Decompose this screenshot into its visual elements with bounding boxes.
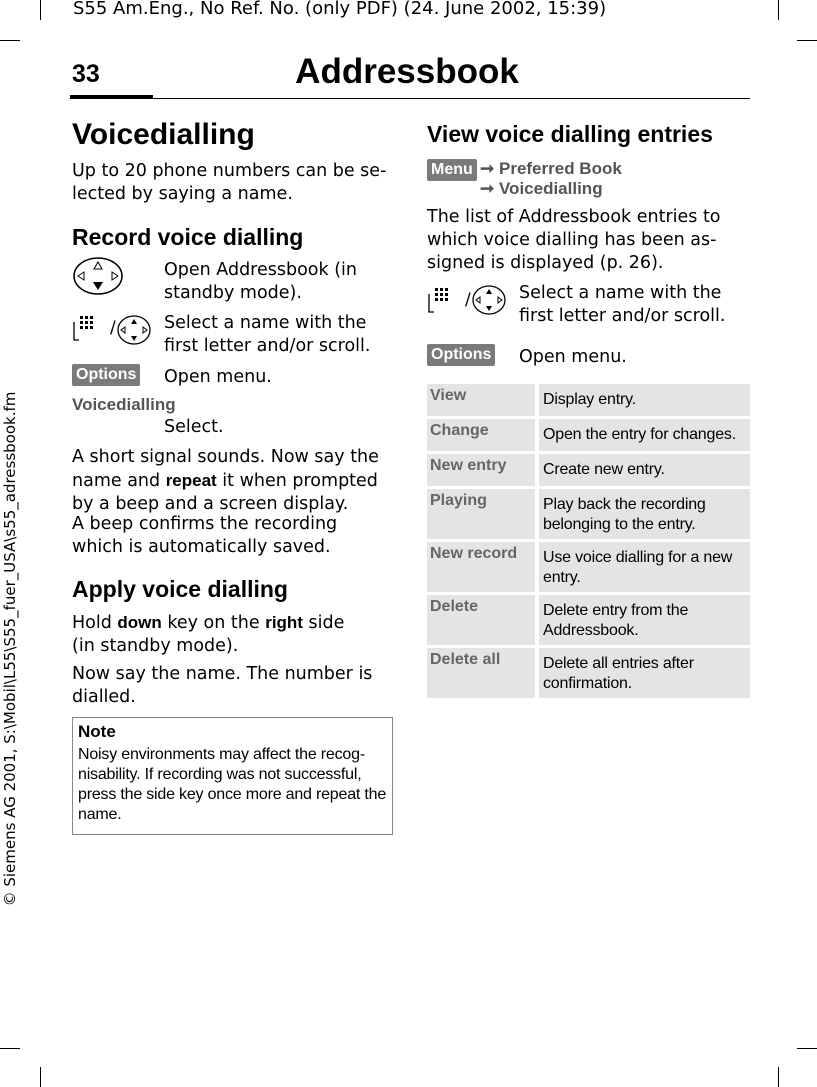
table-row: [427, 542, 750, 592]
menu-path-2: ➞ Voicedialling: [480, 179, 603, 198]
arrow-icon: ➞: [480, 179, 495, 198]
table-value: Display entry.: [539, 384, 750, 416]
table-key: Playing: [427, 489, 535, 539]
page-number: 33: [72, 60, 100, 88]
options-softkey: Options: [72, 364, 140, 386]
table-value: Delete entry from the Addressbook.: [539, 595, 750, 645]
arrow-icon: ➞: [480, 159, 495, 178]
table-value: Delete all entries after confirmation.: [539, 648, 750, 698]
crop-mark: [0, 1048, 20, 1049]
menu-path-1: ➞ Preferred Book: [480, 159, 622, 178]
side-copyright: © Siemens AG 2001, S:\Mobil\L55\S55_fuer_USA\s55_adressbook.fm: [1, 391, 19, 907]
header-rule: [70, 98, 750, 99]
navigation-key-icon: [116, 314, 152, 346]
record-paragraph-2: A beep confirms the recording which is automatically saved.: [72, 514, 338, 557]
crop-mark: [0, 40, 20, 41]
table-value: Play back the recording belonging to the entry.: [539, 489, 750, 539]
slash-separator: /: [465, 290, 471, 310]
intro-text: Up to 20 phone numbers can be se-lected by saying a name.: [72, 161, 387, 204]
crop-mark: [40, 0, 41, 20]
crop-mark: [797, 1048, 817, 1049]
apply-paragraph-2: Now say the name. The number is dialled.: [72, 664, 373, 707]
table-value: Create new entry.: [539, 454, 750, 486]
keypad-icon: [72, 312, 100, 344]
table-key: Delete all: [427, 648, 535, 698]
record-paragraph: A short signal sounds. Now say the name and repeat it when prompted by a beep and a screen display.: [72, 447, 379, 514]
crop-mark: [797, 40, 817, 41]
record-step-select: Select a name with the first letter and/or scroll.: [164, 313, 371, 356]
table-row: [427, 489, 750, 539]
navigation-key-icon: [471, 284, 507, 316]
record-step-menu: Open menu.: [164, 367, 272, 387]
note-box: [72, 717, 393, 835]
table-row: [427, 454, 750, 486]
note-text: Noisy environments may affect the recog-nisability. If recording was not successful, press the side key once more and repeat the name.: [78, 746, 387, 823]
table-key: New record: [427, 542, 535, 592]
note-title: Note: [78, 722, 116, 741]
section-title: Voicedialling: [72, 118, 255, 151]
table-key: View: [427, 384, 535, 416]
table-value: Use voice dialling for a new entry.: [539, 542, 750, 592]
chapter-title: Addressbook: [295, 52, 519, 91]
record-heading: Record voice dialling: [72, 224, 304, 250]
view-step-menu: Open menu.: [519, 347, 627, 367]
print-header: S55 Am.Eng., No Ref. No. (only PDF) (24. June 2002, 15:39): [73, 0, 607, 19]
crop-mark: [778, 0, 779, 20]
menu-softkey: Menu: [427, 159, 477, 181]
menu-item-voicedialling: Voicedialling: [72, 395, 176, 414]
table-row: [427, 384, 750, 416]
table-row: [427, 419, 750, 451]
record-step-select-item: Select.: [164, 417, 224, 437]
keypad-icon: [427, 284, 455, 316]
record-step-open: Open Addressbook (in standby mode).: [164, 260, 357, 303]
view-heading: View voice dialling entries: [427, 121, 713, 147]
slash-separator: /: [110, 318, 116, 338]
table-key: New entry: [427, 454, 535, 486]
navigation-key-icon: [72, 256, 124, 296]
options-softkey: Options: [427, 344, 495, 366]
view-intro: The list of Addressbook entries to which voice dialling has been as-signed is displayed (p. 26).: [427, 207, 721, 273]
crop-mark: [40, 1067, 41, 1087]
apply-paragraph: Hold down key on the right side (in standby mode).: [72, 613, 345, 656]
view-step-select: Select a name with the first letter and/or scroll.: [519, 283, 726, 326]
apply-heading: Apply voice dialling: [72, 576, 288, 602]
table-row: [427, 595, 750, 645]
table-value: Open the entry for changes.: [539, 419, 750, 451]
crop-mark: [778, 1067, 779, 1087]
table-key: Delete: [427, 595, 535, 645]
table-row: [427, 648, 750, 698]
table-key: Change: [427, 419, 535, 451]
options-table: [427, 384, 750, 701]
